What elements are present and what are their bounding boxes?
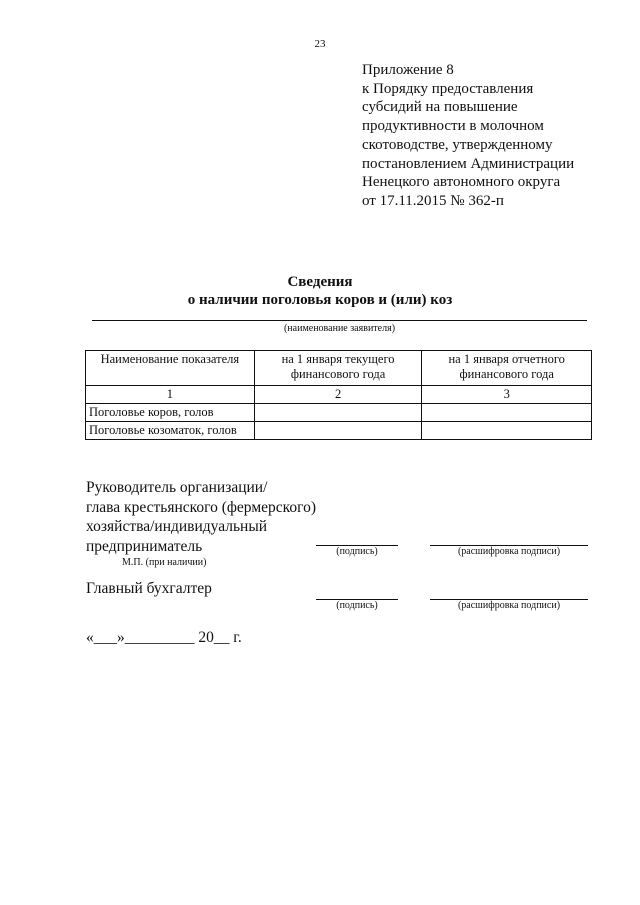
table-number-row xyxy=(86,386,592,404)
appendix-line: продуктивности в молочном xyxy=(362,118,544,135)
appendix-line: Приложение 8 xyxy=(362,62,454,78)
column-number: 3 xyxy=(422,386,592,404)
table-header-row xyxy=(86,351,592,386)
head-signature-caption: (подпись) xyxy=(336,546,378,557)
table-cell[interactable] xyxy=(254,404,422,422)
table-row xyxy=(86,404,592,422)
table-header-current-year: на 1 января текущего финансового года xyxy=(254,351,422,386)
appendix-line: к Порядку предоставления xyxy=(362,80,534,97)
table-cell[interactable] xyxy=(254,422,422,440)
row-label: Поголовье козоматок, голов xyxy=(86,422,255,440)
table-cell[interactable] xyxy=(422,422,592,440)
head-line: предприниматель xyxy=(86,537,203,555)
table-header-reporting-year: на 1 января отчетного финансового года xyxy=(422,351,592,386)
head-decode-caption: (расшифровка подписи) xyxy=(457,546,561,557)
table-row xyxy=(86,422,592,440)
date-line: «___»_________ 20__ г. xyxy=(86,629,242,646)
column-number: 2 xyxy=(254,386,422,404)
appendix-line: от 17.11.2015 № 362-п xyxy=(362,192,504,209)
table-cell[interactable] xyxy=(422,404,592,422)
row-label: Поголовье коров, голов xyxy=(86,404,255,422)
applicant-caption: (наименование заявителя) xyxy=(283,323,396,334)
head-signature-label xyxy=(86,478,316,556)
stamp-note: М.П. (при наличии) xyxy=(122,557,207,568)
page-number: 23 xyxy=(314,38,326,50)
applicant-name-line xyxy=(92,320,587,321)
appendix-header xyxy=(362,61,632,211)
accountant-signature-caption: (подпись) xyxy=(336,600,378,611)
column-number: 1 xyxy=(86,386,255,404)
livestock-table xyxy=(85,350,592,440)
appendix-line: постановлением Администрации xyxy=(362,155,575,172)
appendix-line: субсидий на повышение xyxy=(362,99,518,116)
chief-accountant-label: Главный бухгалтер xyxy=(86,580,212,597)
appendix-line: Ненецкого автономного округа xyxy=(362,174,561,191)
head-line: хозяйства/индивидуальный xyxy=(86,518,268,535)
title-line-2: о наличии поголовья коров и (или) коз xyxy=(187,292,453,308)
document-title xyxy=(0,273,640,309)
accountant-decode-caption: (расшифровка подписи) xyxy=(457,600,561,611)
table-header-indicator: Наименование показателя xyxy=(86,351,255,386)
appendix-line: скотоводстве, утвержденному xyxy=(362,136,553,153)
title-line-1: Сведения xyxy=(287,274,353,290)
head-line: Руководитель организации/ xyxy=(86,479,268,496)
head-line: глава крестьянского (фермерского) xyxy=(86,498,317,516)
